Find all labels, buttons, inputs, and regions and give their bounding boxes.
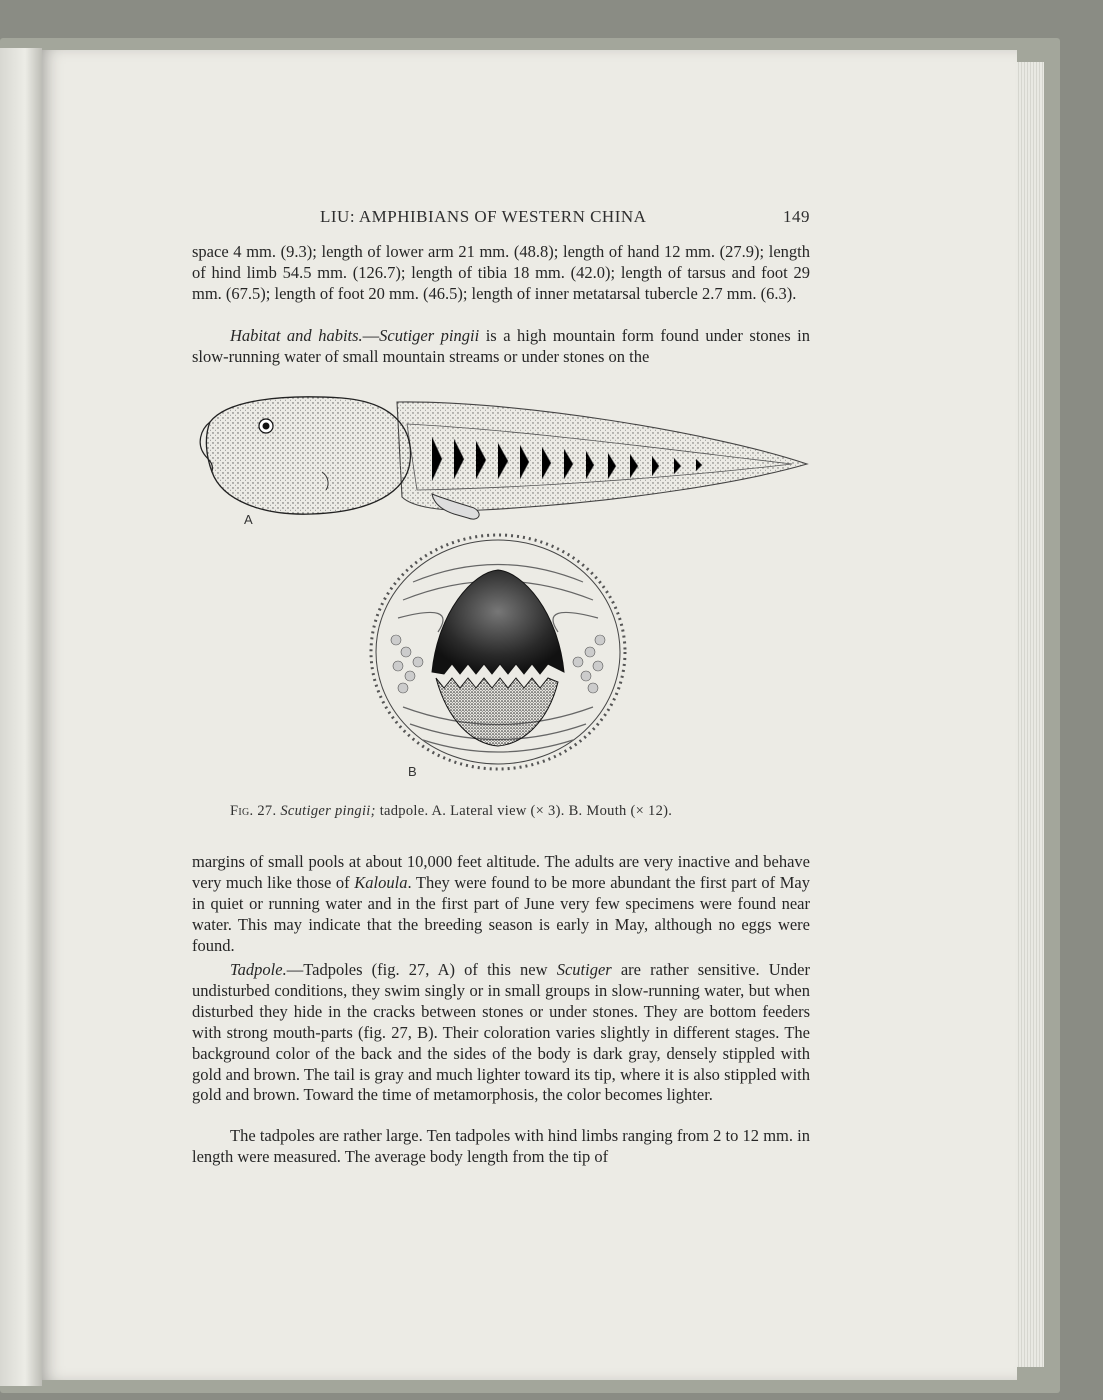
tadpole-text-1: —Tadpoles (fig. 27, A) of this new [286, 960, 557, 979]
figure-27 [192, 392, 814, 792]
lateral-view [200, 397, 807, 527]
genus-kaloula: Kaloula [354, 872, 408, 892]
running-title: LIU: AMPHIBIANS OF WESTERN CHINA [320, 207, 647, 226]
tadpole-illustration [192, 392, 814, 792]
figure-label-b: B [408, 764, 417, 779]
figure-caption [230, 803, 790, 820]
genus-scutiger: Scutiger [556, 960, 612, 979]
habitat-heading: Habitat and habits. [230, 326, 363, 345]
paragraph-margins [192, 852, 810, 957]
paragraph-measurements: space 4 mm. (9.3); length of lower arm 21 mm. (48.8); length of hand 12 mm. (27.9); length of hind limb 54.5 mm. (126.7); length of tibia 18 mm. (42.0); length of tarsus and foot 29 mm. (67.5); length of foot 20 mm. (46.5); length of inner metatarsal tubercle 2.7 mm. (6.3). [192, 242, 810, 303]
margins-text-2: . They were found to be more abundant the first part of May in quiet or running water and in the first part of June very few specimens were found near water. This may indicate that the breeding season is early in May, although no eggs were found. [192, 872, 811, 955]
tadpole-pupil [263, 423, 270, 430]
paragraph-tadpole [192, 960, 810, 1106]
tadpole-text-2: are rather sensitive. Under undisturbed conditions, they swim singly or in small groups in slow-running water, but when disturbed they hide in the cracks between stones or under stones. They are bottom feeders with strong mouth-parts (fig. 27, B). Their coloration varies slightly in different stages. The background color of the back and the sides of the body is dark gray, densely stippled with gold and brown. The tail is gray and much lighter toward its tip, where it is also stippled with gold and brown. Toward the time of metamorphosis, the color becomes lighter. [192, 960, 810, 1105]
running-header [192, 207, 810, 231]
page-number: 149 [783, 207, 810, 226]
paragraph-habitat [192, 326, 810, 368]
mouth-view [371, 535, 625, 779]
left-page-edge [0, 48, 42, 1386]
figure-label-a: A [244, 512, 253, 527]
margins-text-1: margins of small pools at about 10,000 feet altitude. The adults are very inactive and behave very much like those of [192, 852, 810, 892]
tadpole-body [206, 397, 410, 514]
caption-prefix: Fig. 27. [230, 803, 277, 819]
caption-species: Scutiger pingii; [280, 803, 376, 819]
caption-text: tadpole. A. Lateral view (× 3). B. Mouth (× 12). [375, 803, 673, 819]
species-name: Scutiger pingii [379, 326, 480, 345]
heading-dash: — [362, 326, 380, 345]
habitat-text: is a high mountain form found under stones in slow-running water of small mountain streams or under stones on the [192, 326, 811, 366]
paragraph-size: The tadpoles are rather large. Ten tadpoles with hind limbs ranging from 2 to 12 mm. in length were measured. The average body length from the tip of [192, 1126, 810, 1166]
tadpole-heading: Tadpole. [230, 960, 287, 979]
